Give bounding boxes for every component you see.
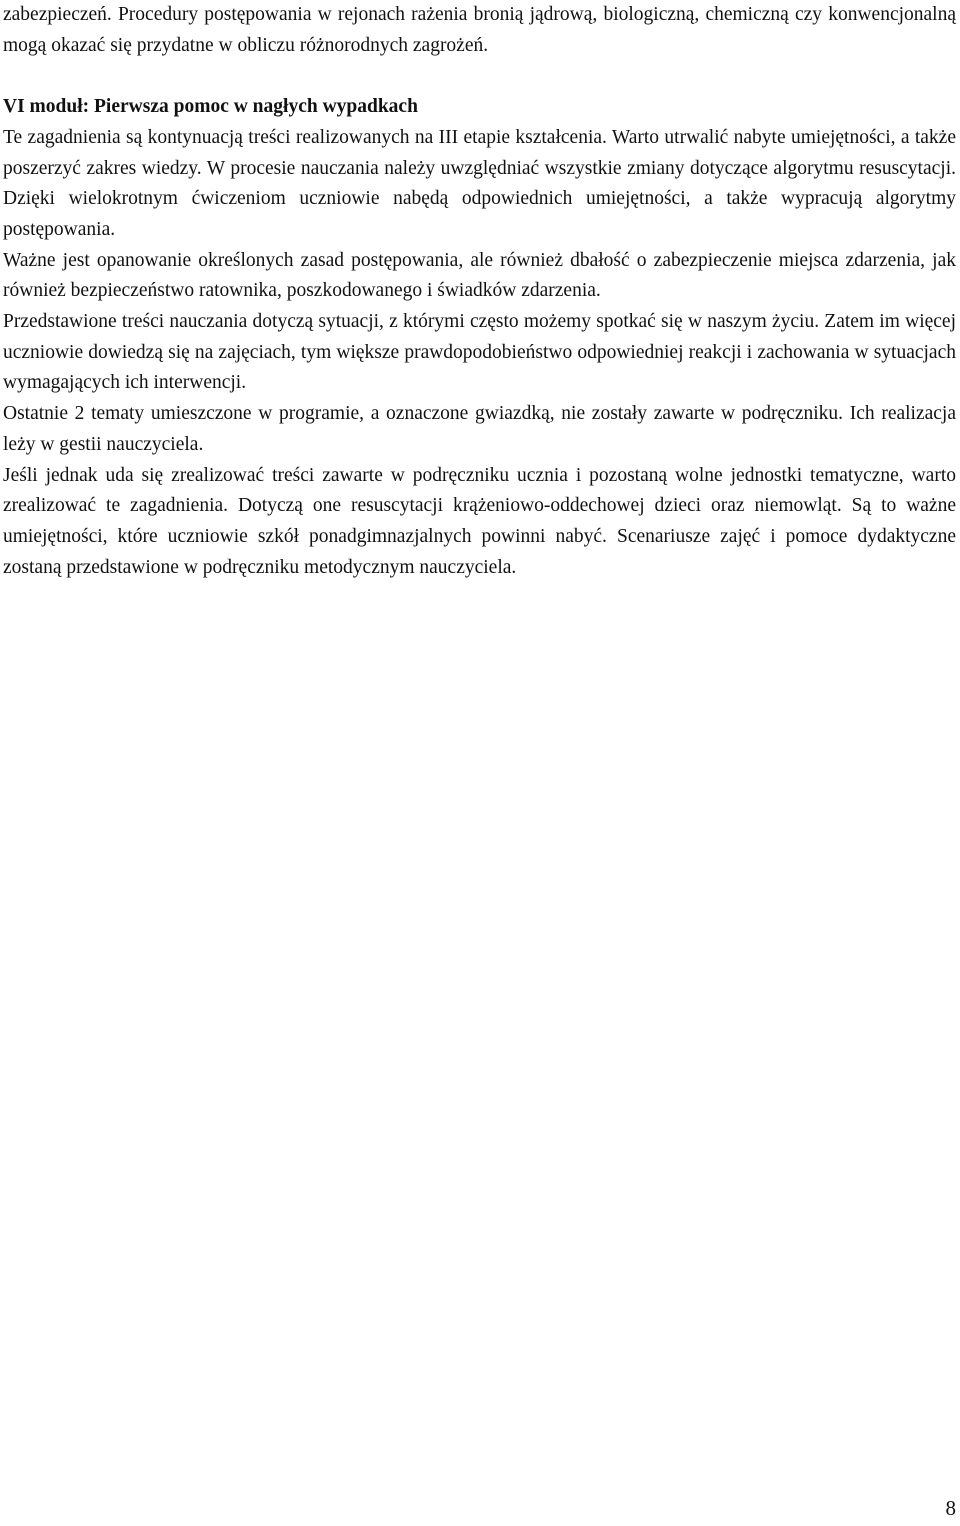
body-paragraph: Ostatnie 2 tematy umieszczone w programie, a oznaczone gwiazdką, nie zostały zawarte w podręczniku. Ich realizacja leży w gestii nauczyciela. [3, 403, 956, 455]
page-number: 8 [945, 1496, 956, 1520]
body-paragraph: Przedstawione treści nauczania dotyczą sytuacji, z którymi często możemy spotkać się w naszym życiu. Zatem im więcej uczniowie dowiedzą się na zajęciach, tym większe prawdopodobieństwo odpowiedniej reakcji i zachowania w sytuacjach wymagających ich interwencji. [3, 311, 956, 394]
paragraph-spacer [3, 61, 956, 92]
intro-paragraph: zabezpieczeń. Procedury postępowania w rejonach rażenia bronią jądrową, biologiczną, chemiczną czy konwencjonalną mogą okazać się przydatne w obliczu różnorodnych zagrożeń. [3, 4, 956, 56]
section-heading: VI moduł: Pierwsza pomoc w nagłych wypadkach [3, 96, 418, 118]
body-paragraph: Jeśli jednak uda się zrealizować treści zawarte w podręczniku ucznia i pozostaną wolne jednostki tematyczne, warto zrealizować te zagadnienia. Dotyczą one resuscytacji krążeniowo-oddechowej dzieci oraz niemowląt. Są to ważne umiejętności, które uczniowie szkół ponadgimnazjalnych powinni nabyć. Scenariusze zajęć i pomoce dydaktyczne zostaną przedstawione w podręczniku metodycznym nauczyciela. [3, 464, 956, 578]
body-paragraph: Ważne jest opanowanie określonych zasad postępowania, ale również dbałość o zabezpieczenie miejsca zdarzenia, jak również bezpieczeństwo ratownika, poszkodowanego i świadków zdarzenia. [3, 249, 956, 302]
body-paragraph: Te zagadnienia są kontynuacją treści realizowanych na III etapie kształcenia. Warto utrwalić nabyte umiejętności, a także poszerzyć zakres wiedzy. W procesie nauczania należy uwzględniać wszystkie zmiany dotyczące algorytmu resuscytacji. Dzięki wielokrotnym ćwiczeniom uczniowie nabędą odpowiednich umiejętności, a także wypracują algorytmy postępowania. [3, 126, 956, 240]
page-content [3, 0, 956, 583]
